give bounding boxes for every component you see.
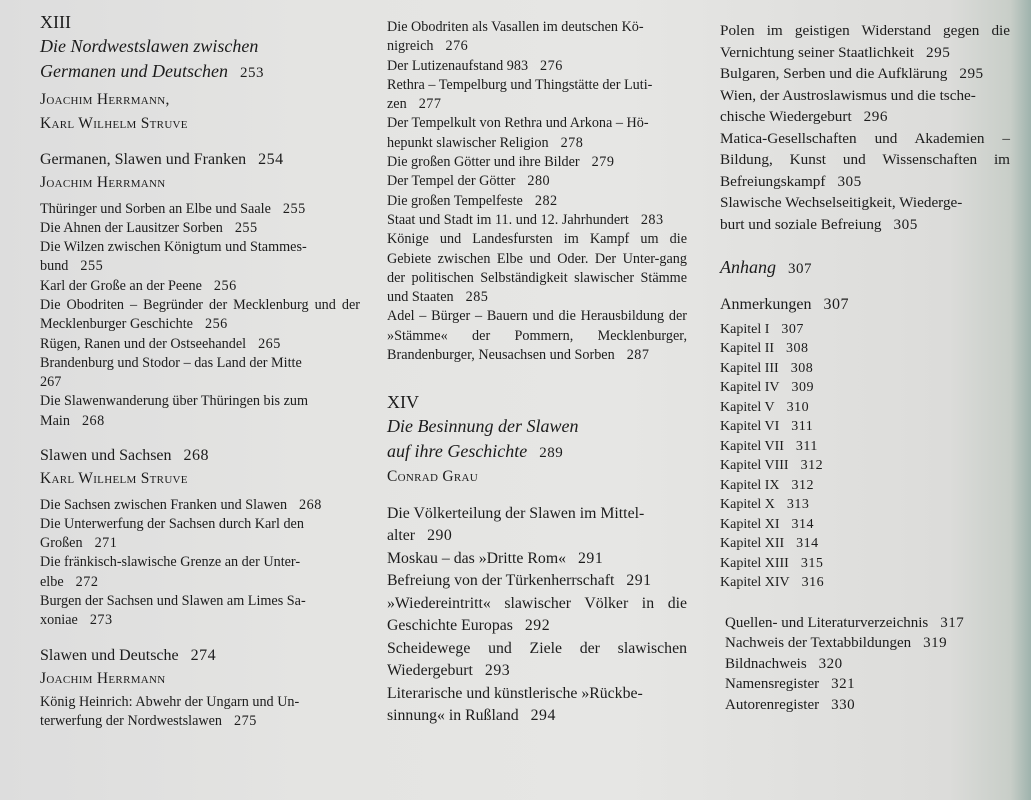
register-item: Namensregister 321 — [725, 676, 856, 692]
toc-entry: Die großen Götter und ihre Bilder 279 — [387, 154, 615, 171]
chapter-notes-item: Kapitel X 313 — [720, 497, 810, 512]
section-author: Joachim Herrmann — [40, 174, 166, 191]
toc-entry: Die Unterwerfung der Sachsen durch Karl den Großen 271 — [40, 515, 304, 552]
toc-entry: Rethra – Tempelburg und Thingstätte der Luti- zen 277 — [387, 76, 653, 113]
chapter-author: Karl Wilhelm Struve — [40, 114, 188, 132]
chapter-notes-item: Kapitel III 308 — [720, 360, 814, 376]
toc-entry: Matica-Gesellschaften und Akademien – Bildung, Kunst und Wissenschaften im Befreiungskampf 305 — [720, 129, 1010, 190]
toc-entry: Die Wilzen zwischen Königtum und Stammes- bund 255 — [40, 239, 307, 275]
notes-title: Anmerkungen 307 — [720, 295, 850, 313]
toc-entry: Burgen der Sachsen und Slawen am Limes Sa- xoniae 273 — [40, 593, 306, 629]
page-number: 268 — [183, 447, 210, 465]
toc-entry: Befreiung von der Türkenherrschaft 291 — [387, 572, 652, 590]
register-item: Quellen- und Literaturverzeichnis 317 — [725, 614, 965, 631]
toc-entry: Die Slawenwanderung über Thüringen bis zum Main 268 — [40, 393, 309, 429]
section — [40, 445, 360, 631]
toc-entry: Die Ahnen der Lausitzer Sorben 255 — [40, 219, 258, 236]
register-item: Nachweis der Textabbildungen 319 — [725, 635, 948, 651]
section-title: Germanen, Slawen und Franken — [40, 151, 247, 168]
toc-entry: Thüringer und Sorben an Elbe und Saale 255 — [40, 200, 306, 217]
appendix-title: Anhang 307 — [720, 257, 812, 277]
register-item: Bildnachweis 320 — [725, 655, 843, 672]
toc-entry: »Wiedereintritt« slawischer Völker in die Geschichte Europas 292 — [387, 594, 687, 635]
toc-entry: Staat und Stadt im 11. und 12. Jahrhundert 283 — [387, 211, 664, 228]
toc-entry: Die großen Tempelfeste 282 — [387, 192, 558, 209]
toc-column-1 — [40, 10, 360, 732]
toc-entry: Adel – Bürger – Bauern und die Herausbildung der »Stämme« der Pommern, Mecklenburger, Brandenburger, Neusachsen und Sorben 287 — [387, 308, 687, 364]
chapter-notes-item: Kapitel VI 311 — [720, 419, 814, 434]
section-title: Slawen und Sachsen — [40, 447, 172, 465]
page-number: 289 — [539, 444, 564, 461]
section-title: Slawen und Deutsche — [40, 646, 179, 664]
toc-entry: Könige und Landesfursten im Kampf um die Gebiete zwischen Elbe und Oder. Der Unter-gang der politischen Selbständigkeit slawischer Stämme und Staaten 285 — [387, 231, 687, 306]
chapter-notes-item: Kapitel IX 312 — [720, 477, 814, 493]
register-list — [720, 613, 1010, 716]
page-number: 254 — [258, 151, 284, 168]
toc-entry: Polen im geistigen Widerstand gegen die Vernichtung seiner Staatlichkeit 295 — [720, 22, 1010, 61]
chapter-notes-item: Kapitel V 310 — [720, 399, 810, 415]
chapter-notes-item: Kapitel XI 314 — [720, 516, 814, 532]
chapter-notes-list — [720, 320, 1010, 593]
chapter-author: Conrad Grau — [387, 468, 479, 486]
chapter-notes-item: Kapitel I 307 — [720, 321, 804, 337]
toc-column-2 — [387, 18, 687, 728]
toc-entry: Wien, der Austroslawismus und die tsche- chische Wiedergeburt 296 — [720, 86, 976, 125]
toc-entry: Die fränkisch-slawische Grenze an der Unter- elbe 272 — [40, 554, 301, 590]
chapter-notes-item: Kapitel VIII 312 — [720, 458, 824, 473]
section-author: Karl Wilhelm Struve — [40, 470, 188, 488]
toc-entry: Rügen, Ranen und der Ostseehandel 265 — [40, 335, 281, 352]
toc-entry: Die Obodriten als Vasallen im deutschen Kö- nigreich 276 — [387, 19, 644, 55]
toc-entry: Literarische und künstlerische »Rückbe- sinnung« in Rußland 294 — [387, 684, 643, 725]
toc-entry: Scheidewege und Ziele der slawischen Wiedergeburt 293 — [387, 639, 687, 680]
chapter-notes-item: Kapitel II 308 — [720, 341, 809, 356]
toc-entry: Der Lutizenaufstand 983 276 — [387, 57, 563, 74]
toc-entry: Brandenburg und Stodor – das Land der Mitte 267 — [40, 354, 302, 391]
register-item: Autorenregister 330 — [725, 696, 856, 713]
chapter-number: XIII — [40, 12, 71, 32]
chapter-notes-item: Kapitel IV 309 — [720, 380, 814, 395]
toc-entry: König Heinrich: Abwehr der Ungarn und Un- terwerfung der Nordwestslawen 275 — [40, 694, 300, 730]
toc-entry: Die Obodriten – Begründer der Mecklenburg und der Mecklenburger Geschichte 256 — [40, 296, 360, 333]
chapter-notes-item: Kapitel VII 311 — [720, 438, 818, 454]
toc-entry: Der Tempel der Götter 280 — [387, 173, 551, 190]
section — [40, 149, 360, 431]
toc-entry: Moskau – das »Dritte Rom« 291 — [387, 549, 604, 567]
chapter-author: Joachim Herrmann, — [40, 91, 170, 108]
page-number: 253 — [239, 64, 264, 81]
chapter-number: XIV — [387, 392, 419, 413]
chapter-notes-item: Kapitel XII 314 — [720, 536, 819, 551]
toc-entry: Die Sachsen zwischen Franken und Slawen 268 — [40, 496, 322, 513]
section-author: Joachim Herrmann — [40, 669, 166, 687]
chapter-title: Die Nordwestslawen zwischen Germanen und Deutschen 253 — [40, 36, 264, 81]
page-number: 274 — [190, 646, 217, 664]
toc-entry: Die Völkerteilung der Slawen im Mittel- alter 290 — [387, 504, 645, 545]
chapter-notes-item: Kapitel XIII 315 — [720, 555, 824, 571]
toc-entry: Slawische Wechselseitigkeit, Wiederge- burt und soziale Befreiung 305 — [720, 194, 963, 233]
chapter-notes-item: Kapitel XIV 316 — [720, 575, 825, 590]
chapter-title: Die Besinnung der Slawen auf ihre Geschichte 289 — [387, 416, 579, 461]
toc-entry: Bulgaren, Serben und die Aufklärung 295 — [720, 65, 984, 82]
toc-entry: Der Tempelkult von Rethra und Arkona – Hö- hepunkt slawischer Religion 278 — [387, 115, 649, 151]
toc-entry: Karl der Große an der Peene 256 — [40, 277, 237, 294]
section — [40, 645, 360, 732]
toc-column-3 — [720, 20, 1010, 715]
